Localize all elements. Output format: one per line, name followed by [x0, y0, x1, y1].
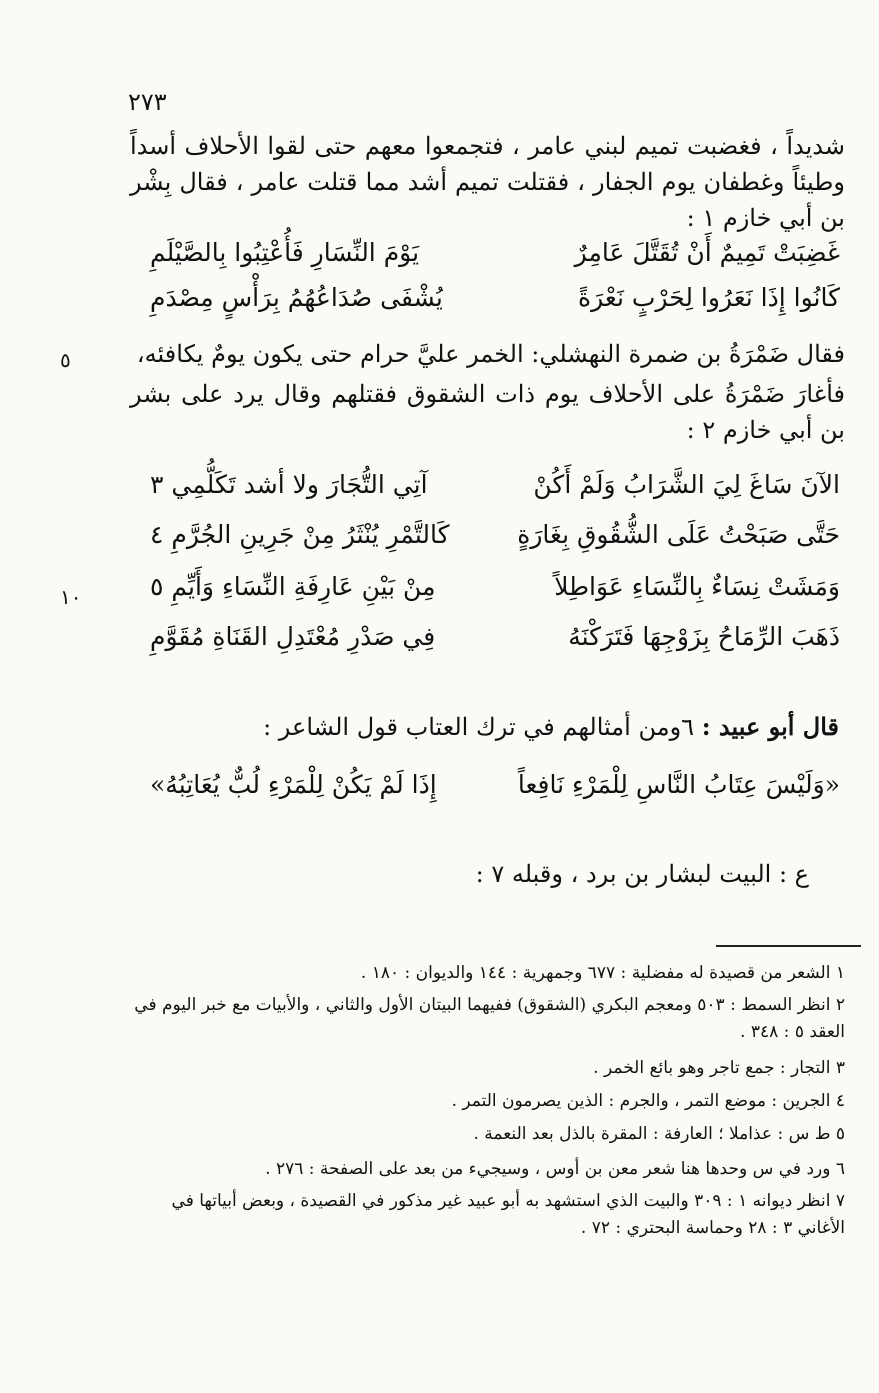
page-number: ٢٧٣ — [128, 88, 167, 116]
verse-2-line-2 — [150, 520, 840, 564]
margin-line-number: ٥ — [60, 348, 71, 372]
footnote-2: ٢ انظر السمط : ٥٠٣ ومعجم البكري (الشقوق) ففيهما البيتان الأول والثاني ، والأبيات مع خبر اليوم في العقد ٥ : ٣٤٨ . — [134, 995, 845, 1043]
footnote-4: ٤ الجرين : موضع التمر ، والجرم : الذين يصرمون التمر . — [451, 1091, 845, 1111]
hemistich-second: يَوْمَ النِّسَارِ فَأُعْتِبُوا بِالصَّيْلَمِ — [150, 238, 420, 267]
hemistich-second: فِي صَدْرِ مُعْتَدِلِ القَنَاةِ مُقَوَّمِ — [150, 622, 436, 651]
verse-1-line-2 — [150, 283, 840, 327]
footnote-divider — [716, 945, 861, 947]
verse-2-line-3 — [150, 572, 840, 616]
hemistich-first: ذَهَبَ الرِّمَاحُ بِزَوْجِهَا فَتَرَكْنَهُ — [568, 622, 840, 651]
verse-1-line-1 — [150, 238, 840, 282]
hemistich-first: كَانُوا إِذَا نَعَرُوا لِحَرْبٍ نَعْرَةً — [578, 283, 840, 312]
margin-line-number: ١٠ — [60, 585, 82, 609]
quoted-verse — [150, 770, 840, 814]
hemistich-first: الآنَ سَاغَ لِيَ الشَّرَابُ وَلَمْ أَكُنْ — [533, 470, 840, 499]
paragraph-2: فأغارَ ضَمْرَةُ على الأحلاف يوم ذات الشقوق فقتلهم وقال يرد على بشر بن أبي خازم ٢ : — [130, 380, 845, 444]
hemistich-second: يُشْفَى صُدَاعُهُمُ بِرَأْسٍ مِصْدَمِ — [150, 283, 443, 312]
hemistich-second: إِذَا لَمْ يَكُنْ لِلْمَرْءِ لُبٌّ يُعَاتِبُهُ» — [150, 770, 437, 799]
footnote-3: ٣ التجار : جمع تاجر وهو بائع الخمر . — [593, 1058, 845, 1078]
footnote-6: ٦ ورد في س وحدها هنا شعر معن بن أوس ، وسيجيء من بعد على الصفحة : ٢٧٦ . — [265, 1159, 845, 1179]
hemistich-first: حَتَّى صَبَحْتُ عَلَى الشُّقُوقِ بِغَارَةٍ — [517, 520, 840, 549]
paragraph-1: شديداً ، فغضبت تميم لبني عامر ، فتجمعوا معهم حتى لقوا الأحلاف أسداً وطيئاً وغطفان يوم الجفار ، فقتلت تميم أشد مما قتلت عامر ، فقال بِشْر بن أبي خازم ١ : — [130, 132, 845, 232]
paragraph-2-line-1: فقال ضَمْرَةُ بن ضمرة النهشلي: الخمر عليَّ حرام حتى يكون يومٌ يكافئه، — [136, 340, 845, 368]
abu-ubaid-label: قال أبو عبيد : — [701, 712, 839, 741]
hemistich-first: غَضِبَتْ تَمِيمٌ أَنْ تُقَتَّلَ عَامِرٌ — [574, 238, 840, 267]
hemistich-first: «وَلَيْسَ عِتَابُ النَّاسِ لِلْمَرْءِ نَافِعاً — [517, 770, 840, 799]
footnote-7: ٧ انظر ديوانه ١ : ٣٠٩ والبيت الذي استشهد به أبو عبيد غير مذكور في القصيدة ، وبعض أبياتها في الأغاني ٣ : ٢٨ وحماسة البحتري : ٧٢ . — [171, 1191, 845, 1239]
hemistich-second: كَالتَّمْرِ يُنْثَرُ مِنْ جَرِينِ الجُرَّمِ ٤ — [150, 520, 450, 549]
hemistich-second: آتِي التُّجَارَ ولا أشد تَكَلُّمِي ٣ — [150, 470, 428, 499]
abu-ubaid-text: ٦ومن أمثالهم في ترك العتاب قول الشاعر : — [263, 713, 695, 741]
abu-ubaid-line — [263, 712, 839, 741]
verse-2-line-1 — [150, 470, 840, 514]
footnote-1: ١ الشعر من قصيدة له مفضلية : ٦٧٧ وجمهرية : ١٤٤ والديوان : ١٨٠ . — [360, 963, 845, 983]
ayn-commentary-line: ع : البيت لبشار بن برد ، وقبله ٧ : — [475, 860, 809, 888]
footnote-5: ٥ ط س : عذاملا ؛ العارفة : المقرة بالذل بعد النعمة . — [473, 1124, 845, 1144]
verse-2-line-4 — [150, 622, 840, 666]
hemistich-second: مِنْ بَيْنِ عَارِفَةِ النِّسَاءِ وَأَيِّمِ ٥ — [150, 572, 436, 601]
hemistich-first: وَمَشَتْ نِسَاءٌ بِالنِّسَاءِ عَوَاطِلاً — [554, 572, 840, 601]
